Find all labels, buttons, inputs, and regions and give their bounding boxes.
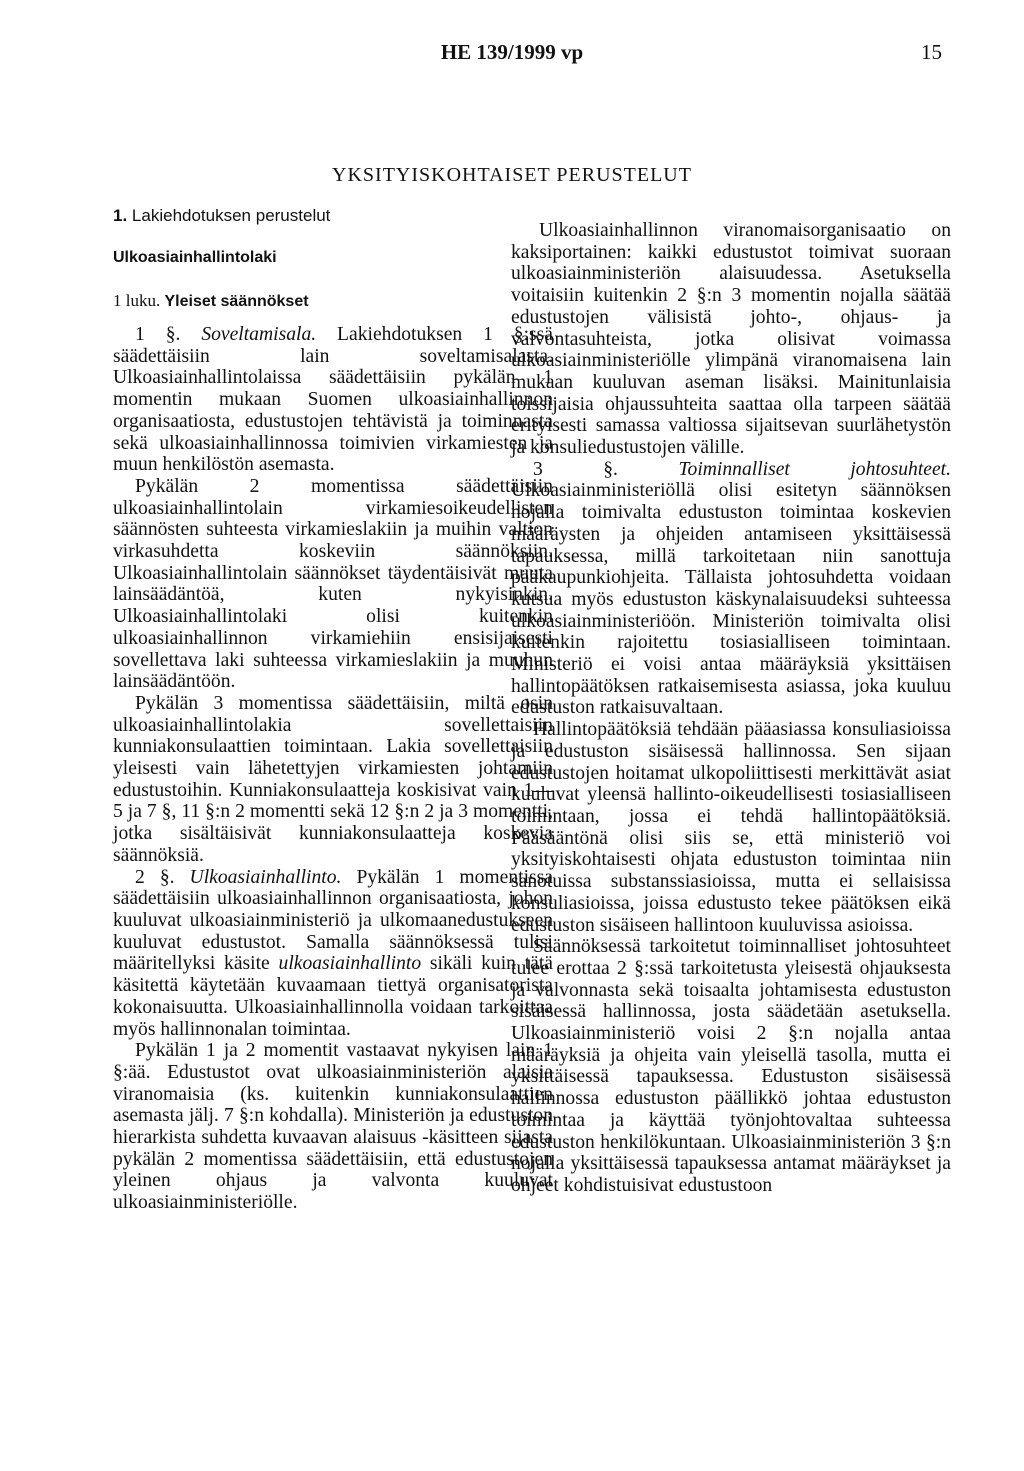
page-title: YKSITYISKOHTAISET PERUSTELUT (332, 164, 692, 186)
s2-text-b: sikäli kuin tätä käsitettä käytetään kuvaamaan tiettyä organisatorista kokonaisuutta. Ulkoasiainhallinnolla voidaan tarkoittaa myös hallinnonalan toimintaa. (113, 953, 553, 1040)
document-reference: HE 139/1999 vp (440, 40, 584, 64)
paragraph-s1 (113, 324, 553, 476)
page-header (0, 40, 1024, 70)
section-heading (113, 194, 553, 238)
section-title: Lakiehdotuksen perustelut (131, 206, 331, 225)
paragraph-s2 (113, 867, 553, 1041)
right-column (511, 194, 951, 1197)
s3-title: Toiminnalliset johtosuhteet. (678, 458, 951, 480)
paragraph-s3 (511, 459, 951, 719)
chapter-heading (113, 278, 553, 324)
paragraph: Ulkoasiainhallinnon viranomaisorganisaatio on kaksiportainen: kaikki edustustot toimivat suoraan ulkoasiainministeriön alaisuudessa. Asetuksella voitaisiin kuitenkin 2 §:n 3 momentin nojalla säätää edustustojen välisistä johto-, ohjaus- ja valvontasuhteista, jotka olisivat voimassa ulkoasiainministeriölle ylimpänä viranomaisena lain mukaan kuuluvan aseman lisäksi. Mainitunlaisia toissijaisia ohjaussuhteita saattaa olla tarpeen säätää erityisesti samassa valtiossa sijaitsevan suurlähetystön ja konsuliedustustojen välille. (511, 220, 951, 459)
section-number: 1. (113, 206, 128, 225)
chapter-title: Yleiset säännökset (164, 293, 309, 310)
s1-text: Lakiehdotuksen 1 §:ssä säädettäisiin lain soveltamisalasta. Ulkoasiainhallintolaissa säädettäisiin pykälän 1 momentin mukaan Suomen ulkoasiainhallinnon organisaatiosta, edustustojen tehtävistä ja toiminnasta sekä ulkoasiainhallinnossa toimivien virkamiesten ja muun henkilöstön asemasta. (113, 324, 553, 476)
paragraph: Pykälän 2 momentissa säädettäisiin ulkoasiainhallintolain virkamiesoikeudellisten säännösten suhteesta virkamieslakiin ja muihin valtion virkasuhdetta koskeviin säännöksiin. Ulkoasiainhallintolain säännökset täydentäisivät muuta lainsäädäntöä, kuten nykyisinkin. Ulkoasiainhallintolaki olisi kuitenkin ulkoasiainhallinnon virkamiehiin ensisijaisesti sovellettava laki suhteessa virkamieslakiin ja muuhun lainsäädäntöön. (113, 475, 553, 693)
left-column (113, 194, 553, 1214)
page-number: 15 (921, 40, 942, 64)
s1-title: Soveltamisala. (201, 324, 317, 345)
s3-label: 3 §. (533, 458, 618, 480)
chapter-number: 1 luku. (113, 291, 161, 310)
s2-term: ulkoasiainhallinto (278, 953, 422, 975)
s1-label: 1 §. (135, 324, 181, 345)
paragraph: Pykälän 3 momentissa säädettäisiin, miltä osin ulkoasiainhallintolakia sovellettaisiin kunniakonsulaattien toimintaan. Lakia sovellettaisiin yleisesti vain lähetettyjen virkamiesten johtamiin edustustoihin. Kunniakonsulaatteja koskisivat vain 1—5 ja 7 §, 11 §:n 2 momentti sekä 12 §:n 2 ja 3 momentti, jotka sisältäisivät kunniakonsulaatteja koskevia säännöksiä. (113, 692, 553, 866)
s2-label: 2 §. (135, 866, 175, 888)
paragraph: Säännöksessä tarkoitetut toiminnalliset johtosuhteet tulee erottaa 2 §:ssä tarkoitetusta yleisestä ohjauksesta ja valvonnasta sekä toisaalta johtamisesta edustuston sisäisessä hallinnossa, josta säädetään asetuksella. Ulkoasiainministeriö voisi 2 §:n nojalla antaa määräyksiä ja ohjeita vain yleisellä tasolla, mutta ei yksittäisessä tapauksessa. Edustuston sisäisessä hallinnossa edustuston päällikkö johtaa edustuston toimintaa ja käyttää työnjohtovaltaa suhteessa edustuston henkilökuntaan. Ulkoasiainministeriön 3 §:n nojalla yksittäisessä tapauksessa antamat määräykset ja ohjeet kohdistuisivat edustustoon (511, 936, 951, 1196)
s3-text: Ulkoasiainministeriöllä olisi esitetyn säännöksen nojalla toimivalta edustuston toimintaa koskevien määräysten ja ohjeiden antamiseen yksittäisessä tapauksessa, millä tarkoitetaan niin sanottuja pääkaupunkiohjeita. Tällaista johtosuhdetta voidaan kutsua myös edustuston käskynalaisuudeksi suhteessa ulkoasiainministeriöön. Ministeriön toimivalta olisi kuitenkin rajoitettu tosiasialliseen toimintaan. Ministeriö ei voisi antaa määräyksiä yksittäisen hallintopäätöksen ratkaisemisesta asiassa, joka kuuluu edustuston ratkaisuvaltaan. (511, 480, 951, 719)
s2-text-a: Pykälän 1 momentissa säädettäisiin ulkoasiainhallinnon organisaatiosta, johon kuuluvat ulkoasiainministeriö ja ulkomaanedustukseen kuuluvat edustustot. Samalla säännöksessä tulisi määritellyksi käsite (113, 866, 554, 975)
paragraph: Pykälän 1 ja 2 momentit vastaavat nykyisen lain 1 §:ää. Edustustot ovat ulkoasiainministeriön alaisia viranomaisia (ks. kuitenkin kunniakonsulaattien asemasta jälj. 7 §:n kohdalla). Ministeriön ja edustuston hierarkista suhdetta kuvaavan alaisuus -käsitteen sijasta pykälän 2 momentissa säädettäisiin, että edustustojen yleinen ohjaus ja valvonta kuuluvat ulkoasiainministeriölle. (113, 1040, 553, 1214)
paragraph: Hallintopäätöksiä tehdään pääasiassa konsuliasioissa ja edustuston sisäisessä hallinnossa. Sen sijaan edustustojen hoitamat ulkopoliittisesti merkittävät asiat kuuluvat yleensä hallinto-oikeudellisesti tosiasialliseen toimintaan, jossa ei tehdä hallintopäätöksiä. Pääsääntönä olisi siis se, että ministeriö voi yksityiskohtaisesti ohjata edustuston toimintaa niin sanotuissa substanssiasioissa, mutta ei sellaisissa konsuliasioissa, joissa edustusto tekee päätöksen eikä edustuston sisäiseen hallintoon kuuluvissa asioissa. (511, 719, 951, 936)
s2-title: Ulkoasiainhallinto. (189, 866, 342, 888)
law-title: Ulkoasiainhallintolaki (113, 249, 277, 266)
